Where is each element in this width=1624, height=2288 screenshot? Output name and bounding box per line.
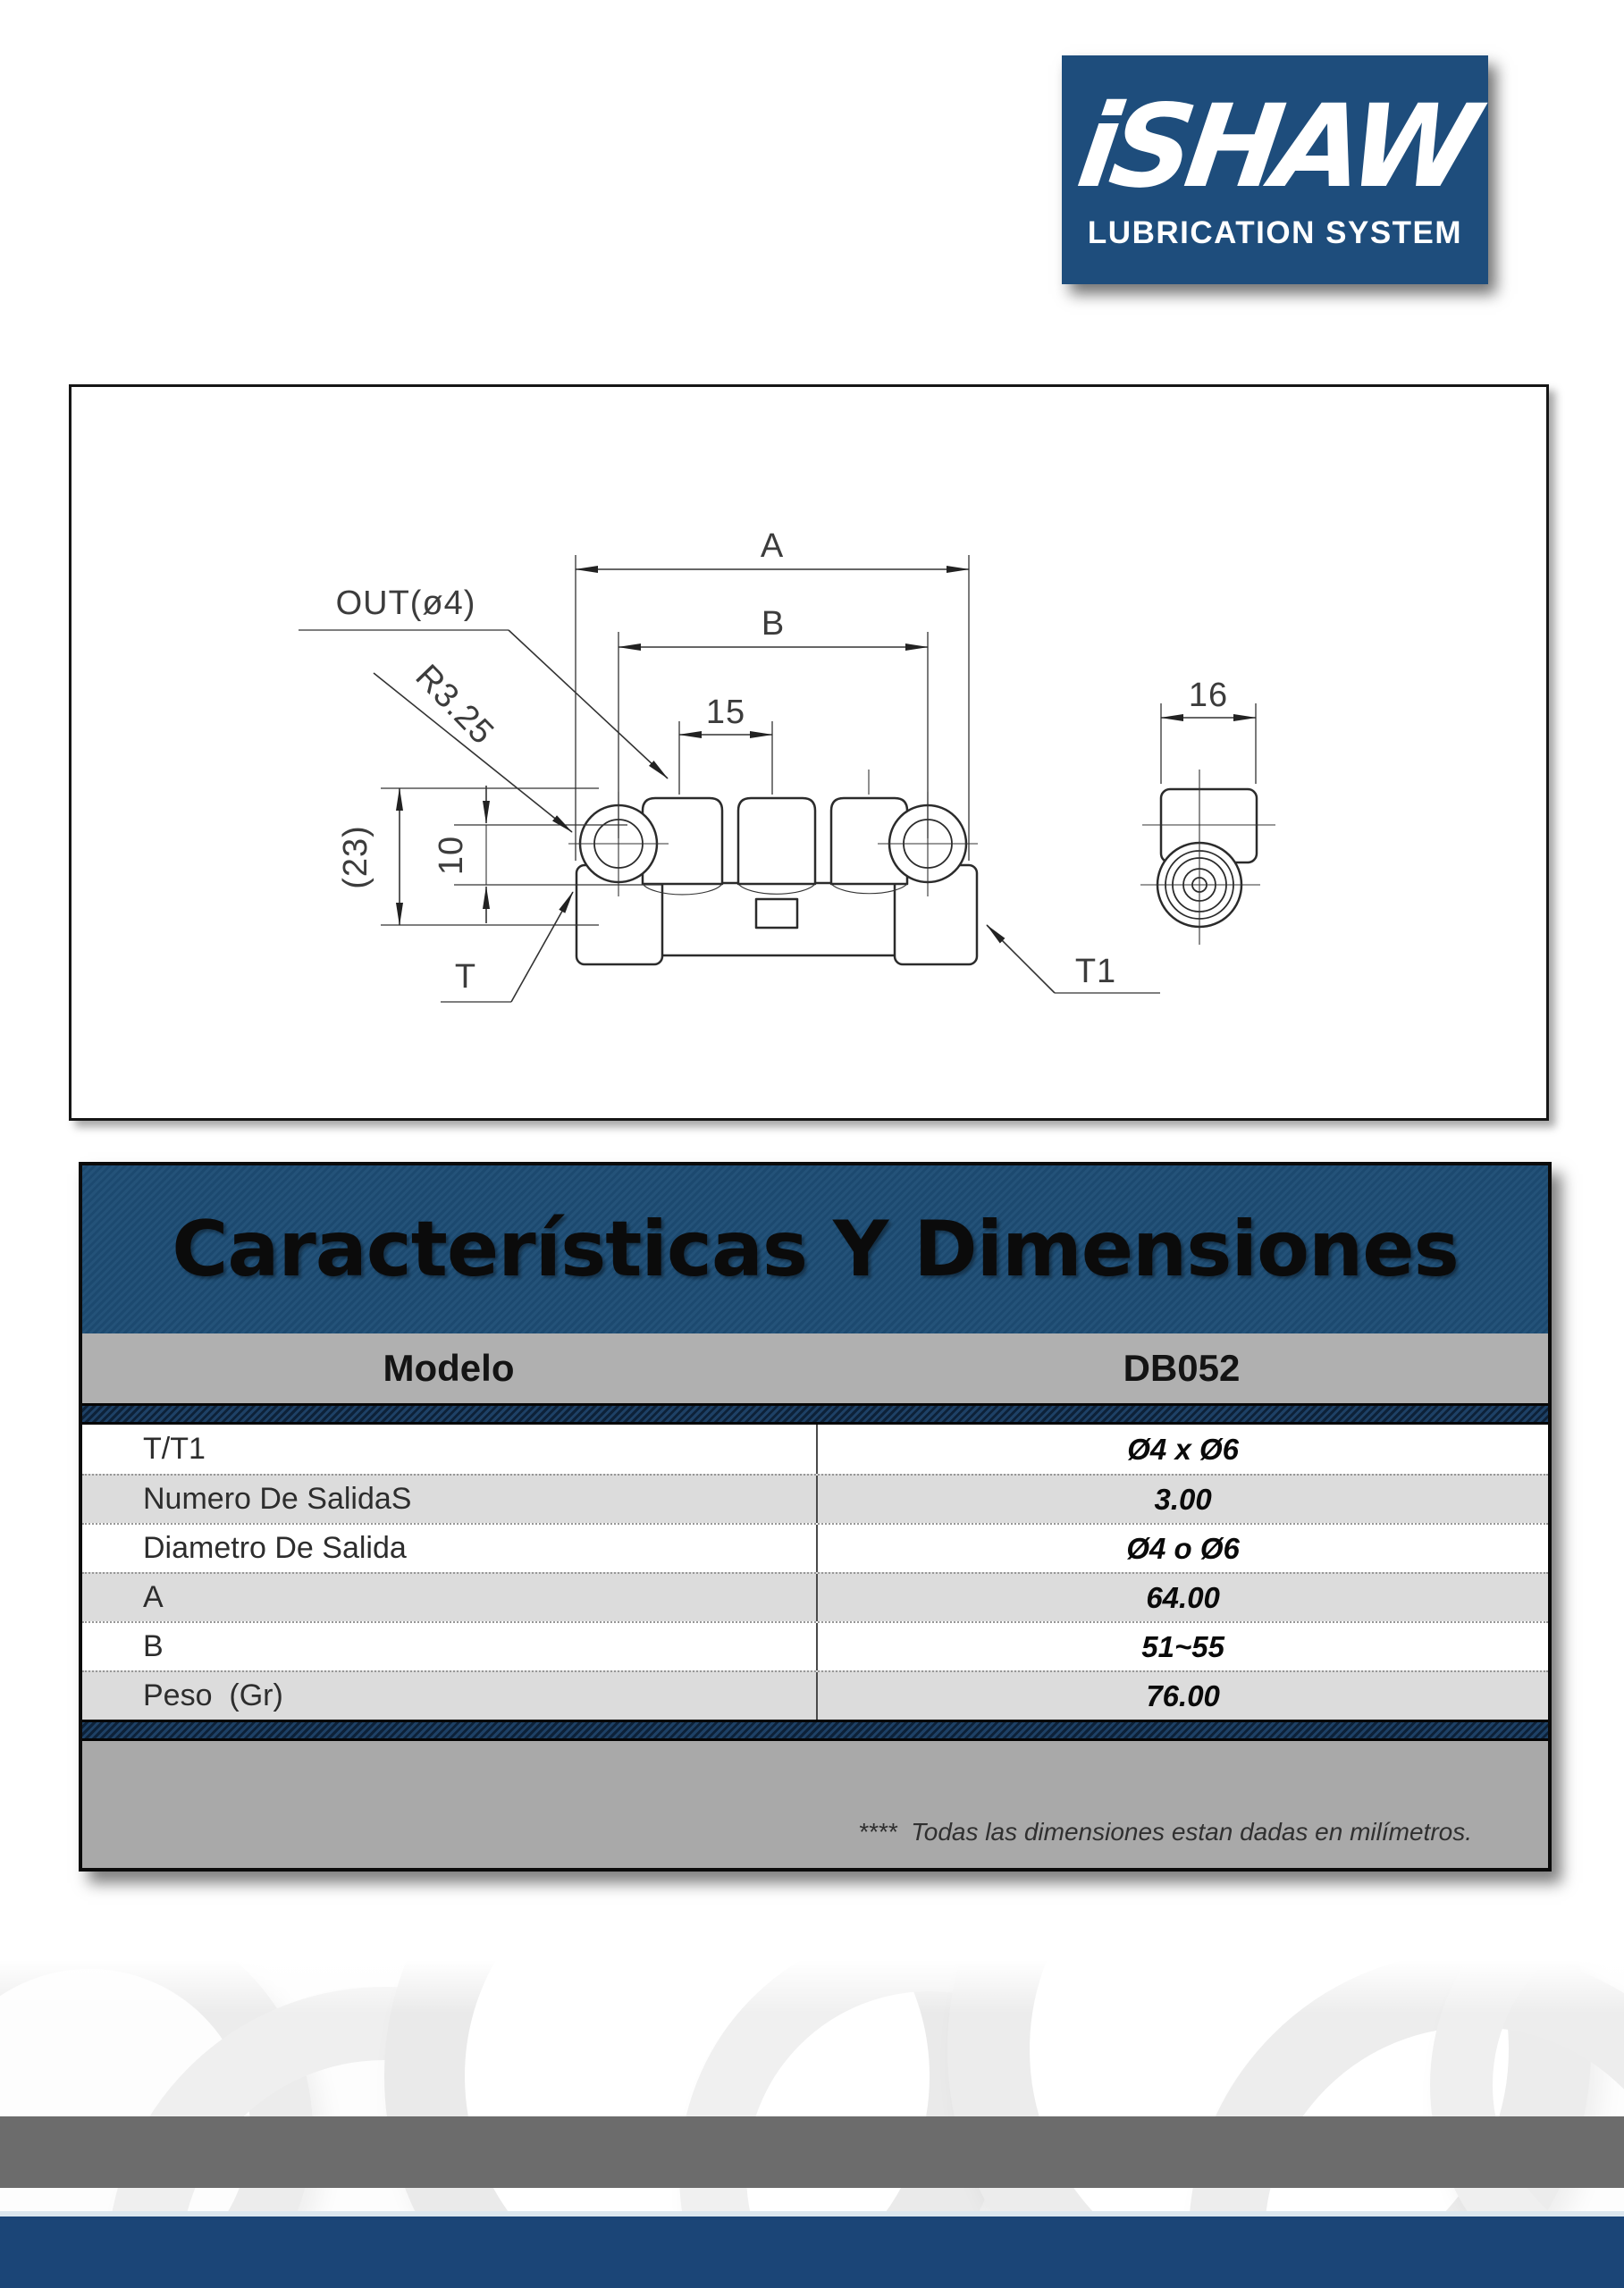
radius-label: R3.25 — [408, 657, 501, 753]
table-footer — [82, 1741, 1548, 1868]
row-value: 76.00 — [1146, 1678, 1220, 1712]
port-t-label: T — [454, 958, 477, 996]
dim-15-label: 15 — [705, 694, 746, 731]
table-row — [82, 1621, 1548, 1670]
dim-10-label: 10 — [433, 835, 470, 876]
dimension-16 — [1161, 677, 1256, 784]
row-label: Diametro De Salida — [82, 1525, 818, 1572]
separator-band-top — [82, 1403, 1548, 1425]
brand-subtitle: LUBRICATION SYSTEM — [1087, 215, 1463, 250]
row-label: Peso (Gr) — [82, 1672, 818, 1720]
row-value: Ø4 x Ø6 — [1127, 1432, 1239, 1466]
table-row — [82, 1670, 1548, 1720]
model-header-label: Modelo — [383, 1347, 515, 1389]
row-value: Ø4 o Ø6 — [1126, 1531, 1240, 1565]
port-t-callout — [441, 892, 573, 1002]
row-label: T/T1 — [82, 1425, 818, 1474]
table-row — [82, 1523, 1548, 1572]
row-label: Numero De SalidaS — [82, 1476, 818, 1523]
brand-wordmark: iSHAW — [1070, 80, 1480, 214]
dimensions-note: **** Todas las dimensiones estan dadas en milímetros. — [858, 1818, 1472, 1846]
out-callout — [299, 585, 668, 778]
dim-16-label: 16 — [1188, 677, 1229, 714]
decorative-rings-band — [0, 1960, 1624, 2216]
side-view — [1140, 770, 1275, 945]
technical-drawing — [69, 384, 1549, 1121]
row-label: B — [82, 1623, 818, 1670]
dimension-15 — [679, 694, 772, 795]
port-t1-callout — [987, 925, 1160, 993]
table-row — [82, 1474, 1548, 1523]
radius-callout — [374, 658, 572, 832]
front-view — [568, 770, 978, 964]
dim-23-label: (23) — [337, 825, 374, 889]
model-header-value: DB052 — [1123, 1347, 1241, 1389]
table-body — [82, 1425, 1548, 1720]
blue-footer-bar — [0, 2216, 1624, 2288]
table-title: Características Y Dimensiones — [172, 1205, 1459, 1294]
row-value: 64.00 — [1146, 1580, 1220, 1614]
port-t1-label: T1 — [1074, 953, 1117, 990]
row-label: A — [82, 1574, 818, 1621]
gray-footer-bar — [0, 2116, 1624, 2188]
distribution-block-drawing — [72, 387, 1546, 1118]
dim-b-label: B — [761, 605, 786, 643]
dim-a-label: A — [760, 527, 785, 565]
row-value: 51~55 — [1141, 1629, 1224, 1663]
spec-table — [79, 1162, 1552, 1872]
row-value: 3.00 — [1154, 1482, 1212, 1516]
separator-band-bottom — [82, 1720, 1548, 1741]
table-header-row — [82, 1333, 1548, 1403]
table-row — [82, 1572, 1548, 1621]
decorative-fade — [0, 1960, 1624, 2014]
table-row — [82, 1425, 1548, 1474]
out-label: OUT(ø4) — [335, 585, 476, 622]
table-title-banner — [82, 1165, 1548, 1333]
brand-logo — [1062, 55, 1488, 284]
